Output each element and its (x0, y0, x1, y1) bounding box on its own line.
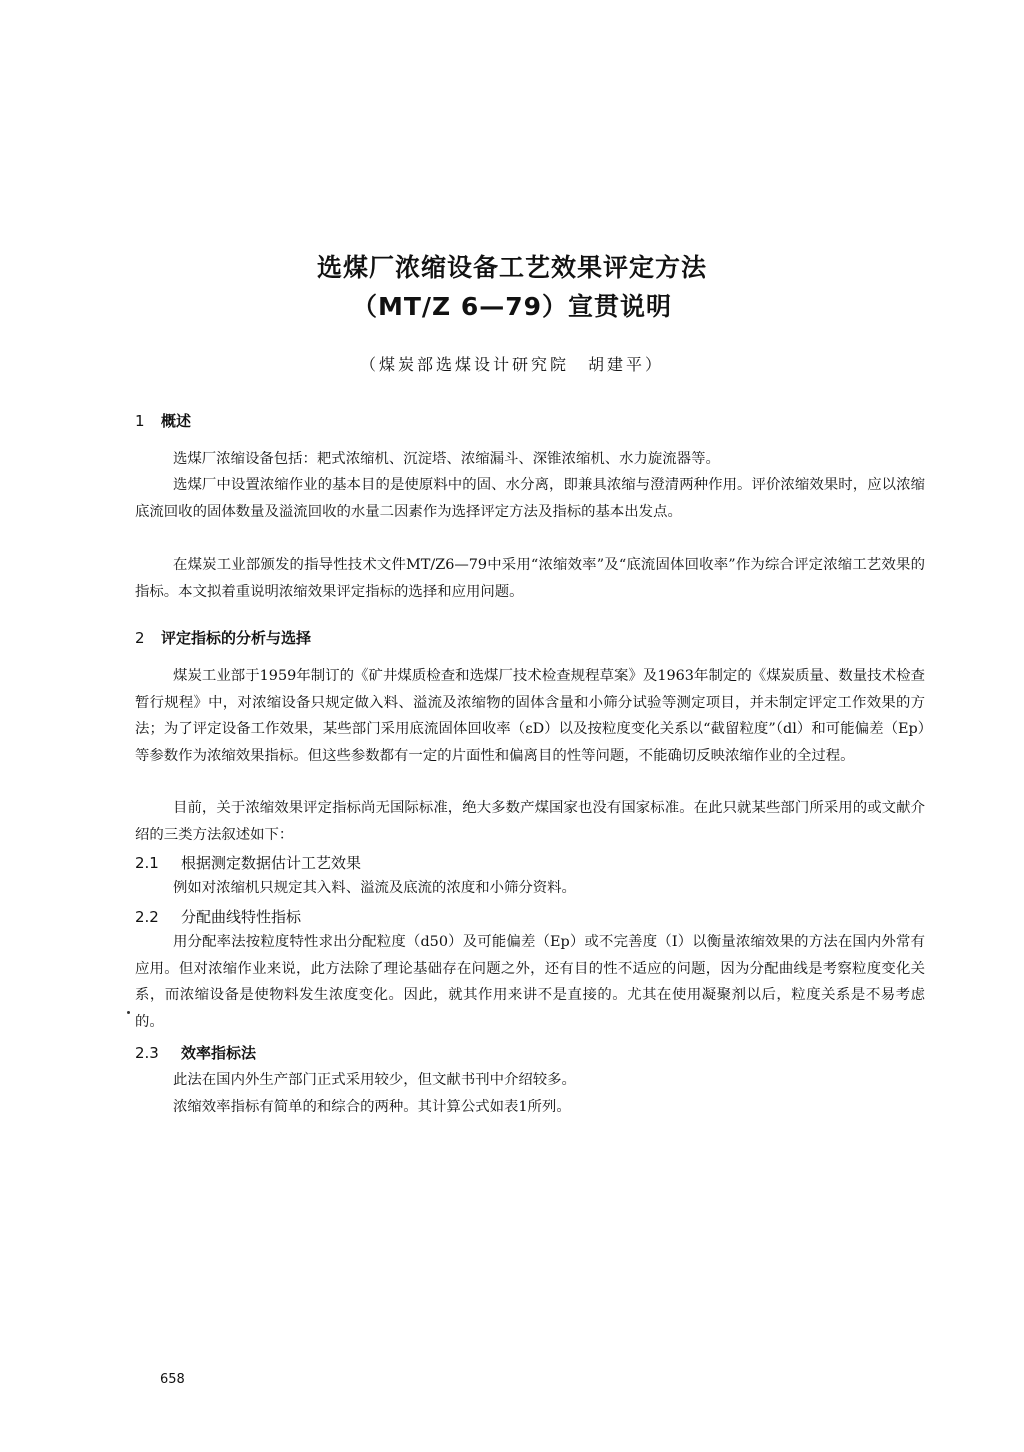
subsection-2-2-title: 分配曲线特性指标 (181, 908, 302, 926)
subsection-2-1-heading (135, 852, 361, 873)
subsection-2-3-line-2: 浓缩效率指标有简单的和综合的两种。其计算公式如表1所列。 (173, 1099, 571, 1115)
subsection-2-1-title: 根据测定数据估计工艺效果 (181, 854, 362, 872)
subsection-2-3-heading (135, 1042, 256, 1063)
section-1-paragraph-3: 在煤炭工业部颁发的指导性技术文件MT/Z6—79中采用“浓缩效率”及“底流固体回收率”作为综合评定浓缩工艺效果的指标。本文拟着重说明浓缩效果评定指标的选择和应用问题。 (135, 557, 925, 600)
subsection-2-3-title: 效率指标法 (181, 1044, 257, 1062)
section-2-paragraph-2: 目前，关于浓缩效果评定指标尚无国际标准，绝大多数产煤国家也没有国家标准。在此只就某些部门所采用的或文献介绍的三类方法叙述如下： (135, 800, 925, 843)
section-2-heading (135, 627, 311, 648)
section-1-heading (135, 410, 191, 431)
subsection-2-1-line-1: 例如对浓缩机只规定其入料、溢流及底流的浓度和小筛分资料。 (173, 880, 576, 896)
author-affiliation: （煤炭部选煤设计研究院 胡建平） (359, 355, 664, 374)
subsection-2-3-line-1: 此法在国内外生产部门正式采用较少，但文献书刊中介绍较多。 (173, 1072, 576, 1088)
scan-speck (127, 1011, 130, 1014)
document-title-line1: 选煤厂浓缩设备工艺效果评定方法 (316, 253, 707, 282)
subsection-2-1-number: 2.1 (135, 854, 159, 872)
document-title-line2: （MT/Z 6—79）宣贯说明 (351, 292, 673, 321)
subsection-2-2-heading (135, 906, 301, 927)
subsection-2-2-number: 2.2 (135, 908, 159, 926)
section-2-title: 评定指标的分析与选择 (161, 629, 312, 647)
section-1-paragraph-2: 选煤厂中设置浓缩作业的基本目的是使原料中的固、水分离，即兼具浓缩与澄清两种作用。评价浓缩效果时，应以浓缩底流回收的固体数量及溢流回收的水量二因素作为选择评定方法及指标的基本出发点。 (135, 477, 925, 520)
page-number: 658 (160, 1372, 185, 1387)
subsection-2-3-number: 2.3 (135, 1044, 159, 1062)
section-1-paragraph-1: 选煤厂浓缩设备包括：耙式浓缩机、沉淀塔、浓缩漏斗、深锥浓缩机、水力旋流器等。 (173, 451, 720, 467)
section-2-paragraph-1: 煤炭工业部于1959年制订的《矿井煤质检查和选煤厂技术检查规程草案》及1963年制定的《煤炭质量、数量技术检查暂行规程》中，对浓缩设备只规定做入料、溢流及浓缩物的固体含量和小筛分试验等测定项目，并未制定评定工作效果的方法；为了评定设备工作效果，某些部门采用底流固体回收率（εD）以及按粒度变化关系以“截留粒度”（dl）和可能偏差（Ep）等参数作为浓缩效果指标。但这些参数都有一定的片面性和偏离目的性等问题，不能确切反映浓缩作业的全过程。 (135, 668, 925, 764)
section-1-number: 1 (135, 412, 145, 430)
subsection-2-2-paragraph: 用分配率法按粒度特性求出分配粒度（d50）及可能偏差（Ep）或不完善度（I）以衡量浓缩效果的方法在国内外常有应用。但对浓缩作业来说，此方法除了理论基础存在问题之外，还有目的性不适应的问题，因为分配曲线是考察粒度变化关系，而浓缩设备是使物料发生浓度变化。因此，就其作用来讲不是直接的。尤其在使用凝聚剂以后，粒度关系是不易考虑的。 (135, 934, 925, 1030)
section-2-number: 2 (135, 629, 145, 647)
section-1-title: 概述 (161, 412, 192, 430)
